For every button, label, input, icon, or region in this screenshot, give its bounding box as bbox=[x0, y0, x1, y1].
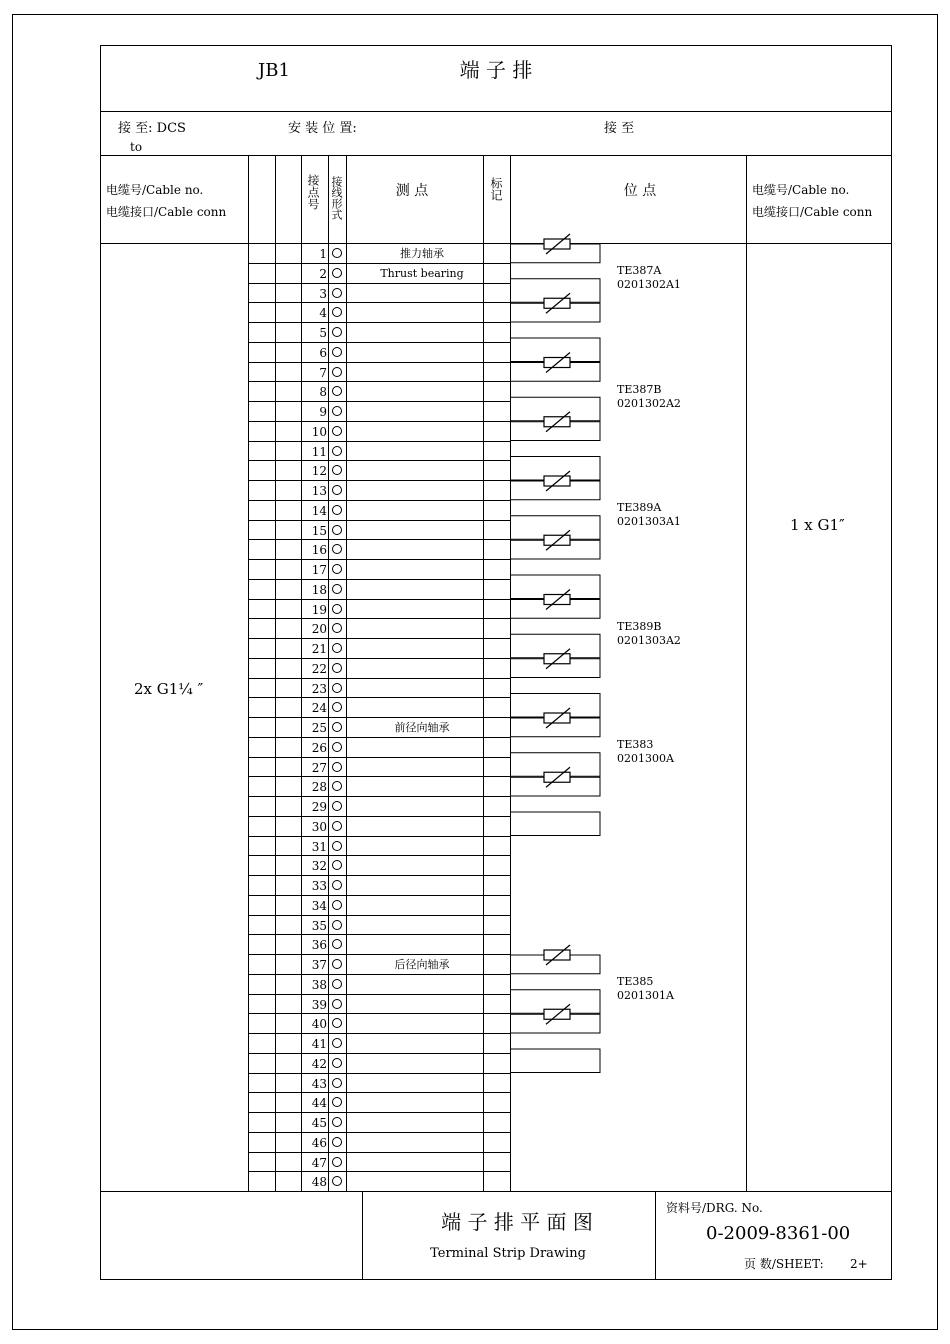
rtd-resistor bbox=[544, 595, 570, 605]
rtd-resistor bbox=[544, 417, 570, 427]
connect-to-label: 接 至: DCS bbox=[118, 121, 186, 136]
rtd-resistor bbox=[544, 654, 570, 664]
terminal-number: 39 bbox=[311, 997, 327, 1012]
terminal-number: 11 bbox=[311, 444, 327, 459]
terminal-number: 20 bbox=[311, 622, 327, 637]
rtd-resistor bbox=[544, 476, 570, 486]
terminal-number: 47 bbox=[311, 1155, 327, 1170]
terminal-number: 45 bbox=[311, 1116, 327, 1130]
rtd-resistor bbox=[544, 358, 570, 368]
terminal-number: 22 bbox=[311, 661, 327, 676]
terminal-number: 23 bbox=[311, 681, 327, 696]
measure-point-label: 前径向轴承 bbox=[394, 721, 450, 734]
footer-title-cn: 端 子 排 平 面 图 bbox=[441, 1210, 593, 1234]
terminal-number: 41 bbox=[311, 1037, 327, 1051]
tag-code: 0201302A2 bbox=[617, 396, 681, 410]
terminal-number: 4 bbox=[319, 306, 327, 321]
terminal-number: 16 bbox=[311, 543, 327, 558]
rtd-resistor bbox=[544, 713, 570, 723]
tag-name: TE383 bbox=[617, 738, 654, 751]
position-header: 位 点 bbox=[623, 183, 657, 199]
terminal-number: 27 bbox=[311, 760, 327, 775]
rtd-resistor bbox=[544, 535, 570, 545]
terminal-number: 31 bbox=[311, 839, 327, 854]
tag-code: 0201303A1 bbox=[617, 515, 681, 528]
tag-name: TE385 bbox=[617, 975, 654, 988]
terminal-number: 14 bbox=[311, 503, 327, 518]
left-cable-conn-header: 电缆接口/Cable conn bbox=[106, 205, 227, 219]
terminal-number: 32 bbox=[311, 859, 327, 874]
rtd-resistor bbox=[544, 239, 570, 249]
terminal-number: 28 bbox=[311, 780, 327, 795]
terminal-number: 13 bbox=[311, 484, 327, 498]
rtd-resistor bbox=[544, 1009, 570, 1019]
rtd-loop-return bbox=[510, 812, 600, 836]
to-label: to bbox=[130, 140, 143, 154]
terminal-number: 36 bbox=[311, 938, 327, 953]
right-cable-conn-header: 电缆接口/Cable conn bbox=[752, 205, 873, 219]
terminal-number: 2 bbox=[319, 266, 327, 281]
terminal-number: 42 bbox=[311, 1056, 327, 1071]
rtd-resistor bbox=[544, 772, 570, 782]
jb-label: JB1 bbox=[258, 60, 290, 81]
drg-number: 0-2009-8361-00 bbox=[706, 1223, 851, 1244]
terminal-number: 40 bbox=[311, 1017, 327, 1032]
right-cable-spec: 1 x G1″ bbox=[790, 516, 845, 534]
measure-point-label: Thrust bearing bbox=[380, 266, 464, 280]
terminal-number: 21 bbox=[311, 642, 327, 656]
sheet-title: 端 子 排 bbox=[459, 58, 533, 82]
sheet-number: 2+ bbox=[850, 1257, 868, 1271]
sheet-label: 页 数/SHEET: bbox=[744, 1257, 824, 1271]
footer-title-en: Terminal Strip Drawing bbox=[430, 1246, 586, 1261]
measure-point-label: 推力轴承 bbox=[400, 247, 444, 260]
drg-label: 资料号/DRG. No. bbox=[666, 1201, 763, 1215]
terminal-number: 38 bbox=[311, 977, 327, 992]
tag-code: 0201301A bbox=[617, 989, 674, 1002]
terminal-number: 35 bbox=[311, 918, 327, 933]
point-no-header: 接点号 bbox=[306, 174, 320, 210]
terminal-number: 34 bbox=[311, 898, 327, 913]
terminal-number: 6 bbox=[319, 345, 327, 360]
terminal-number: 33 bbox=[311, 879, 327, 893]
tag-code: 0201300A bbox=[617, 752, 674, 765]
terminal-number: 8 bbox=[319, 385, 327, 400]
terminal-number: 37 bbox=[311, 958, 327, 972]
terminal-number: 7 bbox=[319, 365, 327, 380]
terminal-number: 44 bbox=[311, 1096, 327, 1111]
measure-point-header: 测 点 bbox=[395, 183, 429, 199]
tag-name: TE389A bbox=[617, 501, 662, 514]
terminal-number: 30 bbox=[311, 819, 327, 834]
terminal-number: 10 bbox=[311, 424, 327, 439]
terminal-number: 46 bbox=[311, 1135, 327, 1150]
terminal-number: 12 bbox=[311, 464, 327, 479]
terminal-number: 1 bbox=[319, 247, 327, 261]
rtd-resistor bbox=[544, 298, 570, 308]
measure-point-label: 后径向轴承 bbox=[394, 958, 450, 971]
terminal-number: 43 bbox=[311, 1076, 327, 1091]
terminal-number: 5 bbox=[319, 326, 327, 340]
left-cable-no-header: 电缆号/Cable no. bbox=[106, 183, 204, 197]
left-cable-spec: 2x G1¼ ″ bbox=[134, 680, 204, 698]
tag-name: TE389B bbox=[617, 619, 662, 633]
terminal-number: 19 bbox=[311, 602, 327, 617]
terminal-number: 25 bbox=[311, 721, 327, 735]
connect-to-right: 接 至 bbox=[604, 121, 635, 136]
terminal-number: 24 bbox=[311, 701, 327, 716]
terminal-number: 29 bbox=[311, 800, 327, 814]
terminal-number: 17 bbox=[311, 563, 327, 577]
tag-code: 0201303A2 bbox=[617, 633, 681, 647]
rtd-resistor bbox=[544, 950, 570, 960]
terminal-number: 26 bbox=[311, 740, 327, 755]
install-position-label: 安 装 位 置: bbox=[288, 121, 357, 136]
terminal-number: 15 bbox=[311, 523, 327, 538]
wiring-type-header: 接线形式 bbox=[330, 176, 343, 220]
rtd-loop-return bbox=[510, 1049, 600, 1073]
tag-name: TE387A bbox=[617, 264, 662, 277]
terminal-number: 48 bbox=[311, 1175, 327, 1190]
right-cable-no-header: 电缆号/Cable no. bbox=[752, 183, 850, 197]
terminal-number: 18 bbox=[311, 582, 327, 597]
terminal-number: 9 bbox=[319, 405, 327, 419]
mark-header: 标记 bbox=[489, 177, 503, 201]
tag-name: TE387B bbox=[617, 382, 662, 396]
tag-code: 0201302A1 bbox=[617, 278, 681, 291]
terminal-number: 3 bbox=[319, 286, 327, 301]
